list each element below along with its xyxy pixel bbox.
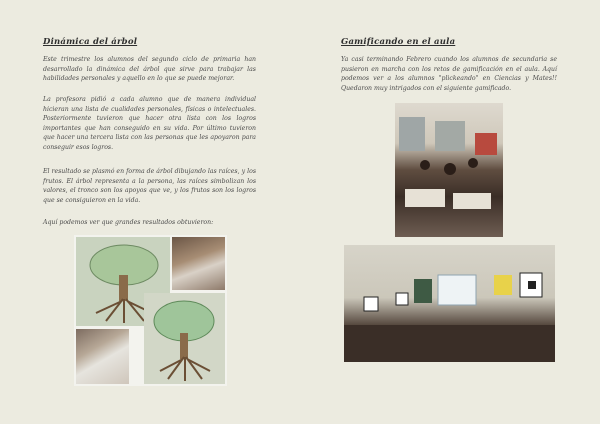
paragraph-lists: La profesora pidió a cada alumno que de manera individual hicieran una lista de cualidades personales, físicas o intelectuales. Posteriormente tuvieron que hacer otra lista con los logros importantes que han conseguido en su vida. Por último tuvieron que hacer una tercera lista con las personas que les apoyaron para conseguir esos logros. (43, 96, 256, 151)
kids-drawing-photo (172, 237, 225, 290)
classroom-photo-students (395, 103, 503, 237)
tree-drawing-image-2 (144, 293, 225, 384)
paragraph-intro: Este trimestre los alumnos del segundo ciclo de primaria han desarrollado la dinámica del árbol que sirve para trabajar las habilidades personales y aquello en lo que se puede mejorar. (43, 56, 256, 83)
hands-drawing-photo (76, 329, 129, 384)
paragraph-gamification: Ya casi terminando Febrero cuando los alumnos de secundaria se pusieron en marcha con los retos de gamificación en el aula. Aquí podemos ver a los alumnos "plickeando" en Ciencias y Mates!! Quedaron muy intrigados con el siguiente gamificado. (341, 56, 557, 92)
paragraph-caption: Aquí podemos ver que grandes resultados obtuvieron: (43, 219, 214, 226)
section-heading-tree: Dinámica del árbol (43, 37, 138, 47)
section-heading-gamification: Gamificando en el aula (341, 37, 456, 47)
tree-collage-photo (74, 235, 227, 386)
paragraph-result: El resultado se plasmó en forma de árbol dibujando las raíces, y los frutos. El árbol representa a la persona, las raíces simbolizan los valores, el tronco son los apoyos que ve, y los frutos son los logros que se consiguieron en la vida. (43, 168, 256, 204)
classroom-photo-plickers (344, 245, 555, 362)
